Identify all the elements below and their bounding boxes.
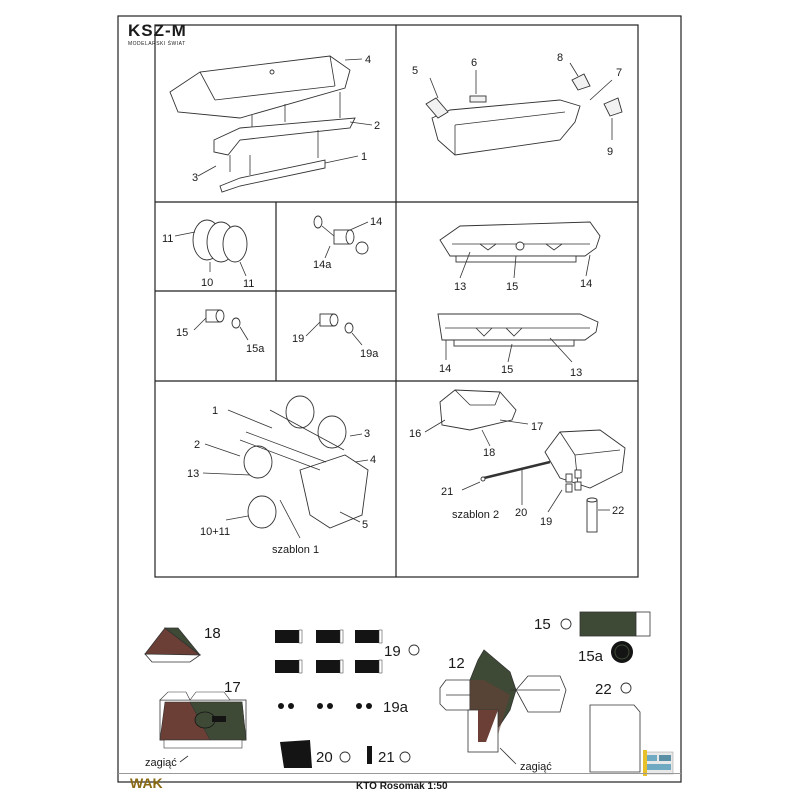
label-18: 18 bbox=[483, 447, 496, 459]
wak-logo: WAK bbox=[130, 775, 163, 791]
label-15a: 15a bbox=[246, 343, 265, 355]
part-21-number: 21 bbox=[378, 749, 395, 766]
panel-side-views bbox=[438, 222, 600, 379]
part-15-number: 15 bbox=[534, 616, 551, 633]
part-18-number: 18 bbox=[204, 625, 221, 642]
panel-hull-top bbox=[170, 54, 380, 192]
label-5: 5 bbox=[412, 65, 419, 77]
label-22: 22 bbox=[612, 505, 625, 517]
panel-turret-assembly bbox=[409, 390, 625, 532]
part-12-number: 12 bbox=[448, 655, 465, 672]
part-12 bbox=[440, 650, 566, 773]
label-5-assy: 5 bbox=[362, 519, 369, 531]
panel-hull-body bbox=[412, 52, 622, 158]
label-4-assy: 4 bbox=[370, 454, 377, 466]
label-17: 17 bbox=[531, 421, 544, 433]
label-19a: 19a bbox=[360, 348, 379, 360]
part-20-number: 20 bbox=[316, 749, 333, 766]
label-8: 8 bbox=[557, 52, 564, 64]
label-13-top: 13 bbox=[454, 281, 467, 293]
part-19-set bbox=[275, 630, 419, 673]
part-22 bbox=[590, 681, 640, 772]
label-11-right: 11 bbox=[243, 278, 255, 290]
label-3: 3 bbox=[192, 172, 199, 184]
label-4: 4 bbox=[365, 54, 372, 66]
part-17-number: 17 bbox=[224, 679, 241, 696]
label-1-assy: 1 bbox=[212, 405, 219, 417]
label-13-bottom: 13 bbox=[570, 367, 583, 379]
thumbnail-image bbox=[643, 750, 673, 776]
label-11-left: 11 bbox=[162, 233, 174, 245]
label-16: 16 bbox=[409, 428, 422, 440]
panel-suspension-assembly bbox=[187, 396, 376, 556]
part-15a bbox=[578, 641, 633, 665]
model-title: KTO Rosomak 1:50 bbox=[356, 781, 448, 792]
label-2: 2 bbox=[374, 120, 381, 132]
label-15-top: 15 bbox=[506, 281, 519, 293]
label-3-assy: 3 bbox=[364, 428, 371, 440]
panel-part-15 bbox=[176, 310, 265, 355]
part-15 bbox=[534, 612, 650, 636]
fold-label-left: zagiąć bbox=[145, 757, 177, 769]
part-15a-number: 15a bbox=[578, 648, 604, 665]
part-19a-number: 19a bbox=[383, 699, 409, 716]
label-14a: 14a bbox=[313, 259, 332, 271]
label-13-assy: 13 bbox=[187, 468, 200, 480]
label-19-turret: 19 bbox=[540, 516, 553, 528]
label-14-top: 14 bbox=[580, 278, 593, 290]
part-22-number: 22 bbox=[595, 681, 612, 698]
label-9: 9 bbox=[607, 146, 614, 158]
template-2-label: szablon 2 bbox=[452, 509, 500, 521]
label-19: 19 bbox=[292, 333, 305, 345]
page-border bbox=[118, 16, 681, 782]
part-18 bbox=[145, 625, 221, 662]
label-14: 14 bbox=[370, 216, 383, 228]
panel-wheels bbox=[162, 220, 254, 290]
panel-part-14 bbox=[313, 216, 382, 271]
label-2-assy: 2 bbox=[194, 439, 201, 451]
template-1-label: szablon 1 bbox=[272, 544, 320, 556]
logo-text: KSZ-M bbox=[128, 21, 187, 40]
panel-part-19 bbox=[292, 314, 379, 360]
part-19-number: 19 bbox=[384, 643, 401, 660]
part-21 bbox=[367, 746, 410, 766]
label-6: 6 bbox=[471, 57, 478, 69]
fold-label-right: zagiąć bbox=[520, 761, 552, 773]
part-19a-set bbox=[278, 699, 409, 716]
label-14-bottom: 14 bbox=[439, 363, 452, 375]
label-20: 20 bbox=[515, 507, 528, 519]
part-20 bbox=[280, 740, 350, 768]
label-21: 21 bbox=[441, 486, 454, 498]
label-15: 15 bbox=[176, 327, 189, 339]
label-10-11-assy: 10+11 bbox=[200, 526, 231, 538]
label-1: 1 bbox=[361, 151, 368, 163]
label-7: 7 bbox=[616, 67, 623, 79]
part-17 bbox=[145, 679, 246, 769]
logo-subtext: MODELARSKI ŚWIAT bbox=[128, 41, 186, 47]
label-15-bottom: 15 bbox=[501, 364, 514, 376]
label-10: 10 bbox=[201, 277, 214, 289]
